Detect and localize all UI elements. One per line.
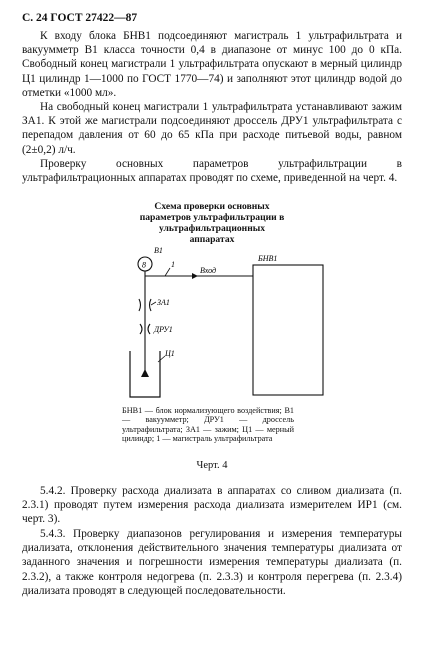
paragraph-2: На свободный конец магистрали 1 ультрафильтрата устанавливают зажим ЗА1. К этой же магистрали подсоединяют дроссель ДРУ1 ультрафильтрата с перепадом давления от 60 до 65 кПа при расходе питьевой воды, равном (2±0,2) л/ч. bbox=[22, 101, 402, 156]
paragraph-1: К входу блока БНВ1 подсоединяют магистраль 1 ультрафильтрата и вакуумметр В1 класса точности 0,4 в диапазоне от минус 100 до 0 кПа. Свободный конец магистрали 1 ультрафильтрата опускают в мерный цилиндр Ц1 цилиндр 1—1000 по ГОСТ 1770—74) и заполняют этот цилиндр водой до отметки «1000 мл». bbox=[22, 30, 402, 99]
gauge-label: 8 bbox=[142, 260, 146, 270]
paragraph-5: 5.4.3. Проверку диапазонов регулирования и измерения температуры диализата, отклонения действительного значения температуры диализата от заданного значения и погрешности измерения температуры диализата (п. 2.3.2), а также контроля недогрева (п. 2.3.3) и контроля перегрева (п. 2.3.4) диализата проводят в следующей последовательности. bbox=[22, 528, 402, 597]
page-header: С. 24 ГОСТ 27422—87 bbox=[22, 12, 138, 24]
figure-title-text: Схема проверки основных параметров ультрафильтрации в ультрафильтрационных аппаратах bbox=[139, 201, 285, 245]
za1-label: ЗА1 bbox=[157, 298, 170, 307]
flow-arrow bbox=[141, 369, 149, 377]
paragraph-4: 5.4.2. Проверку расхода диализата в аппаратах со сливом диализата (п. 2.3.1) проводят путем измерения расхода диализата измерителем ИР1 (см. черт. 3). bbox=[22, 485, 402, 526]
c1-label: Ц1 bbox=[165, 349, 175, 358]
line-1-leader bbox=[165, 268, 170, 276]
paragraph-3: Проверку основных параметров ультрафильтрации в ультрафильтрационных аппаратах проводят по схеме, приведенной на черт. 4. bbox=[22, 158, 402, 185]
figure-caption: Черт. 4 bbox=[196, 460, 228, 471]
line-1-label: 1 bbox=[171, 260, 175, 269]
scheme-diagram bbox=[108, 243, 328, 408]
b1-label: В1 bbox=[154, 246, 163, 255]
figure-title bbox=[0, 201, 424, 245]
cylinder-leader bbox=[158, 356, 165, 362]
block-bnv1 bbox=[253, 265, 323, 395]
clamp-leader bbox=[151, 302, 156, 305]
inlet-arrow bbox=[192, 273, 198, 279]
block-label: БНВ1 bbox=[258, 254, 278, 263]
inlet-label: Вход bbox=[200, 266, 217, 275]
dru1-label: ДРУ1 bbox=[154, 325, 173, 334]
figure-legend: БНВ1 — блок нормализующего воздействия; В1 — вакуумметр; ДРУ1 — дроссель ультрафильтрата; ЗА1 — зажим; Ц1 — мерный цилиндр; 1 — магистраль ультрафильтрата bbox=[122, 406, 294, 444]
